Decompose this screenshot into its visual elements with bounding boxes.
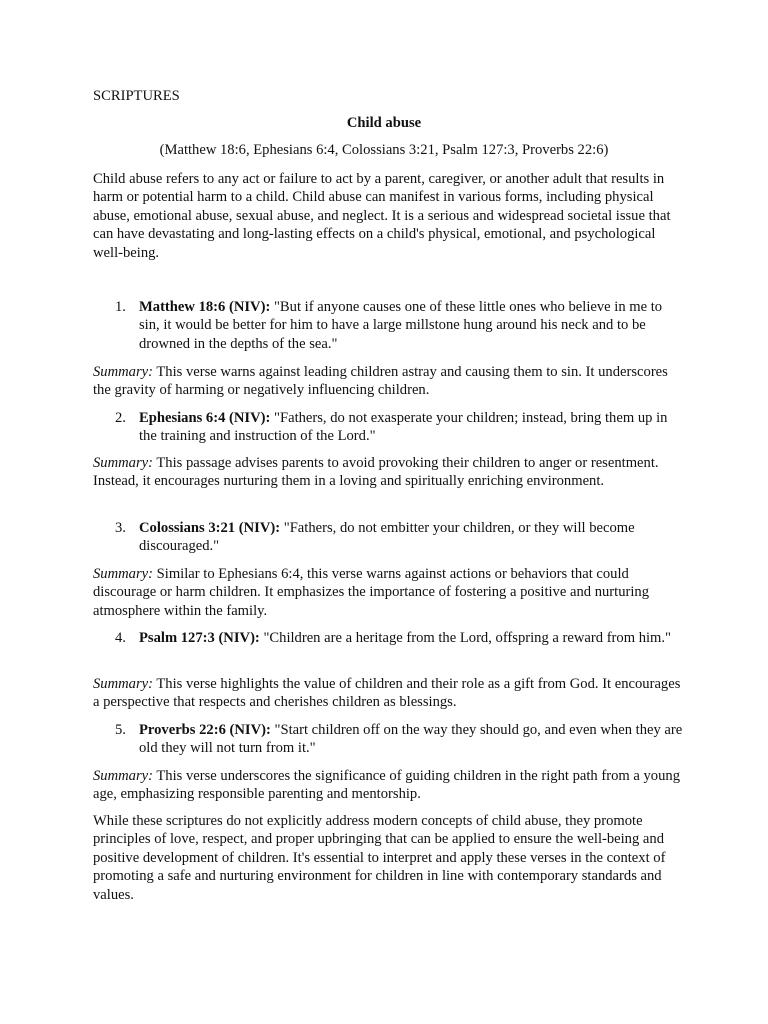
list-item — [93, 519, 683, 556]
conclusion-paragraph: While these scriptures do not explicitly address modern concepts of child abuse, they promote principles of love, respect, and proper upbringing that can be applied to ensure the well-being and positive development of children. It's essential to interpret and apply these verses in the context of promoting a safe and nurturing environment for children in line with contemporary standards and values. — [93, 813, 666, 903]
verse-text: "Start children off on the way they should go, and even when they are old they will not turn from it." — [139, 722, 683, 757]
page-title: Child abuse — [346, 115, 422, 131]
list-item-number: 3. — [115, 520, 126, 536]
list-item-content — [139, 298, 683, 353]
list-item-number: 2. — [115, 410, 126, 426]
summary-text: Similar to Ephesians 6:4, this verse warns against actions or behaviors that could discourage or harm children. It emphasizes the importance of fostering a positive and nurturing atmosphere within the family. — [93, 566, 650, 619]
verse-reference: Ephesians 6:4 (NIV): — [139, 410, 271, 426]
list-item-number: 4. — [115, 630, 126, 646]
summary-text: This verse highlights the value of children and their role as a gift from God. It encourages a perspective that respects and cherishes children as blessings. — [93, 676, 681, 711]
list-item-content — [139, 519, 683, 556]
verse-reference: Matthew 18:6 (NIV): — [139, 299, 271, 315]
intro-paragraph: Child abuse refers to any act or failure to act by a parent, caregiver, or another adult that results in harm or potential harm to a child. Child abuse can manifest in various forms, including physical abuse, emotional abuse, sexual abuse, and neglect. It is a serious and widespread societal issue that can have devastating and long-lasting effects on a child's physical, emotional, and psychological well-being. — [93, 171, 671, 261]
summary-paragraph — [93, 675, 683, 712]
summary-label: Summary: — [93, 676, 153, 692]
summary-paragraph — [93, 565, 683, 620]
list-item-number: 5. — [115, 722, 126, 738]
summary-text: This passage advises parents to avoid provoking their children to anger or resentment. Instead, it encourages nurturing them in a loving and spiritually enriching environment. — [93, 455, 659, 490]
summary-text: This verse underscores the significance of guiding children in the right path from a young age, emphasizing responsible parenting and mentorship. — [93, 768, 680, 803]
list-item — [93, 409, 683, 446]
summary-label: Summary: — [93, 566, 153, 582]
summary-paragraph — [93, 767, 683, 804]
verse-reference: Psalm 127:3 (NIV): — [139, 630, 260, 646]
summary-label: Summary: — [93, 364, 153, 380]
summary-paragraph — [93, 454, 683, 491]
scripture-references: (Matthew 18:6, Ephesians 6:4, Colossians 3:21, Psalm 127:3, Proverbs 22:6) — [159, 142, 609, 158]
list-item — [93, 298, 683, 353]
summary-label: Summary: — [93, 455, 153, 471]
summary-label: Summary: — [93, 768, 153, 784]
verse-reference: Proverbs 22:6 (NIV): — [139, 722, 271, 738]
summary-text: This verse warns against leading children astray and causing them to sin. It underscores the gravity of harming or negatively influencing children. — [93, 364, 668, 399]
list-item-content — [139, 721, 683, 758]
list-item-number: 1. — [115, 299, 126, 315]
list-item — [93, 629, 683, 647]
list-item-content — [139, 409, 683, 446]
verse-reference: Colossians 3:21 (NIV): — [139, 520, 281, 536]
verse-text: "Fathers, do not embitter your children, or they will become discouraged." — [139, 520, 635, 555]
section-label: SCRIPTURES — [93, 88, 180, 104]
list-item-content — [139, 629, 683, 647]
verse-text: "Children are a heritage from the Lord, offspring a reward from him." — [263, 630, 672, 646]
verse-text: "Fathers, do not exasperate your children; instead, bring them up in the training and instruction of the Lord." — [139, 410, 668, 445]
list-item — [93, 721, 683, 758]
verse-text: "But if anyone causes one of these little ones who believe in me to sin, it would be better for him to have a large millstone hung around his neck and to be drowned in the depths of the sea." — [139, 299, 663, 352]
summary-paragraph — [93, 363, 683, 400]
